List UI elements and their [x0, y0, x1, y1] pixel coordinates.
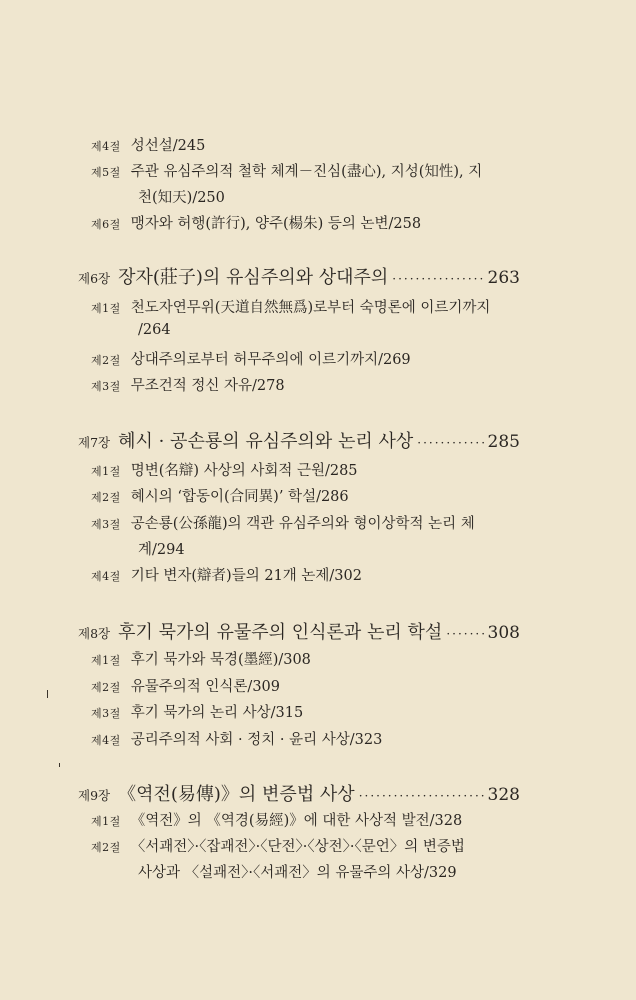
section-number: 제1절: [91, 654, 121, 667]
section-entry: [91, 296, 490, 317]
chapter-number: 제9장: [78, 788, 111, 803]
section-title: 유물주의적 인식론/309: [130, 679, 280, 695]
section-entry: [91, 835, 465, 856]
section-continuation: /264: [138, 322, 171, 338]
chapter-heading: [78, 263, 520, 287]
section-title: 상대주의로부터 허무주의에 이르기까지/269: [130, 352, 411, 368]
section-title: 주관 유심주의적 철학 체계－진심(盡心), 지성(知性), 지: [130, 164, 483, 180]
chapter-title: 혜시 · 공손룡의 유심주의와 논리 사상: [118, 431, 414, 452]
section-entry: [91, 701, 303, 722]
section-title: 공손룡(公孫龍)의 객관 유심주의와 형이상학적 논리 체: [130, 516, 475, 532]
section-number: 제6절: [91, 218, 121, 231]
chapter-page: 308: [487, 623, 520, 643]
section-entry: [91, 648, 311, 669]
section-title: 성선설/245: [130, 138, 206, 154]
chapter-title: 장자(莊子)의 유심주의와 상대주의: [118, 267, 389, 288]
section-entry: [91, 160, 482, 181]
section-title: 공리주의적 사회 · 정치 · 윤리 사상/323: [130, 732, 383, 748]
section-number: 제1절: [91, 815, 121, 828]
chapter-heading: [78, 427, 520, 451]
section-title: 혜시의 ‘합동이(合同異)’ 학설/286: [130, 489, 349, 505]
section-entry: [91, 374, 285, 395]
section-entry: [91, 348, 411, 369]
chapter-page: 285: [487, 432, 520, 452]
scan-mark: [47, 690, 48, 698]
section-number: 제2절: [91, 354, 121, 367]
chapter-heading: [78, 618, 520, 642]
chapter-number: 제7장: [78, 435, 111, 450]
section-number: 제2절: [91, 491, 121, 504]
section-number: 제4절: [91, 734, 121, 747]
section-number: 제4절: [91, 570, 121, 583]
chapter-title: 후기 묵가의 유물주의 인식론과 논리 학설: [118, 622, 443, 643]
section-entry: [91, 675, 280, 696]
leader-dots: [417, 436, 483, 450]
section-entry: [91, 485, 349, 506]
section-title: 기타 변자(辯者)들의 21개 논제/302: [130, 568, 362, 584]
section-title: 맹자와 허행(許行), 양주(楊朱) 등의 논변/258: [130, 216, 422, 232]
section-entry: [91, 459, 358, 480]
section-title: 후기 묵가의 논리 사상/315: [130, 705, 304, 721]
section-number: 제5절: [91, 166, 121, 179]
section-entry: [91, 564, 362, 585]
section-continuation: 사상과 〈설괘전〉·〈서괘전〉의 유물주의 사상/329: [138, 865, 457, 881]
section-entry: [91, 728, 382, 749]
section-number: 제2절: [91, 681, 121, 694]
section-entry: [91, 809, 462, 830]
section-number: 제1절: [91, 465, 121, 478]
section-continuation: 천(知天)/250: [138, 190, 225, 206]
chapter-heading: [78, 780, 520, 804]
scan-mark: [59, 763, 60, 767]
section-number: 제2절: [91, 841, 121, 854]
section-title: 〈서괘전〉·〈잡괘전〉·〈단전〉·〈상전〉·〈문언〉의 변증법: [130, 839, 465, 855]
leader-dots: [359, 789, 484, 803]
section-entry: [91, 512, 475, 533]
section-continuation: 계/294: [138, 542, 185, 558]
chapter-title: 《역전(易傳)》의 변증법 사상: [118, 784, 355, 805]
section-title: 후기 묵가와 묵경(墨經)/308: [130, 652, 311, 668]
chapter-number: 제6장: [78, 271, 111, 286]
section-number: 제3절: [91, 707, 121, 720]
chapter-number: 제8장: [78, 626, 111, 641]
section-entry: [91, 134, 205, 155]
leader-dots: [392, 272, 483, 286]
leader-dots: [446, 627, 483, 641]
section-entry: [91, 212, 421, 233]
section-title: 천도자연무위(天道自然無爲)로부터 숙명론에 이르기까지: [130, 300, 491, 316]
section-title: 《역전》의 《역경(易經)》에 대한 사상적 발전/328: [130, 813, 463, 829]
chapter-page: 263: [487, 268, 520, 288]
section-title: 명변(名辯) 사상의 사회적 근원/285: [130, 463, 358, 479]
chapter-page: 328: [487, 785, 520, 805]
section-number: 제3절: [91, 380, 121, 393]
section-title: 무조건적 정신 자유/278: [130, 378, 285, 394]
section-number: 제3절: [91, 518, 121, 531]
section-number: 제1절: [91, 302, 121, 315]
section-number: 제4절: [91, 140, 121, 153]
